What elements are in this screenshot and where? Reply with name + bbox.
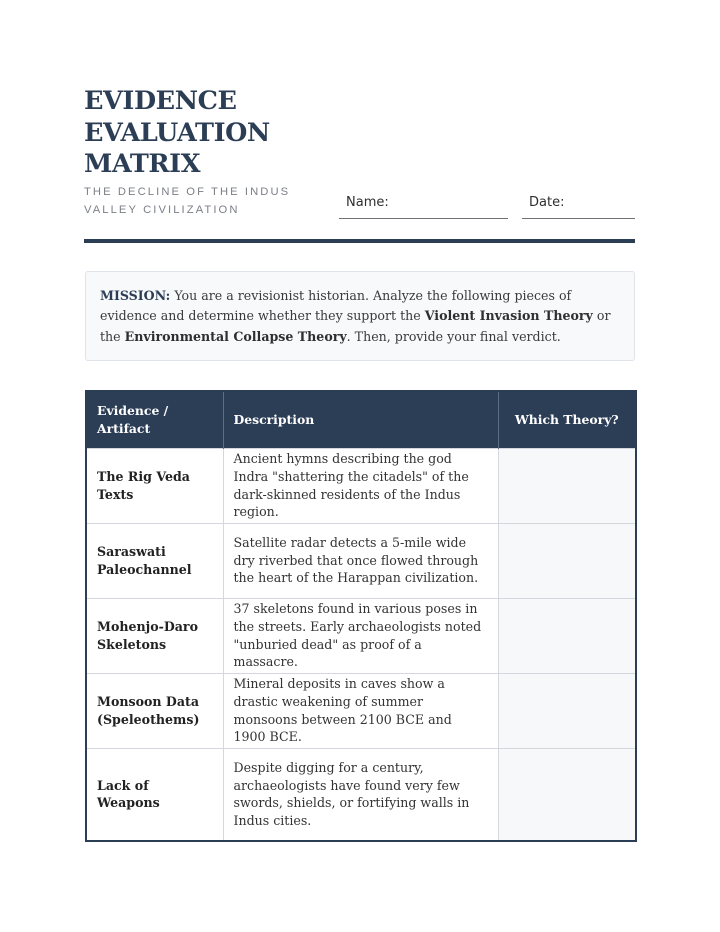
table-row <box>86 523 636 598</box>
mission-text-3: . Then, provide your final verdict. <box>346 328 561 344</box>
theory-a: Violent Invasion Theory <box>424 308 593 324</box>
header-theory: Which Theory? <box>498 391 636 448</box>
page-title <box>84 86 270 181</box>
theory-cell[interactable] <box>498 673 636 748</box>
name-field[interactable] <box>339 195 508 219</box>
date-field[interactable] <box>522 195 635 219</box>
theory-cell[interactable] <box>498 448 636 523</box>
description-cell: Mineral deposits in caves show a drastic weakening of summer monsoons between 2100 BCE and 1900 BCE. <box>223 673 498 748</box>
description-cell: Ancient hymns describing the god Indra "shattering the citadels" of the dark-skinned residents of the Indus region. <box>223 448 498 523</box>
title-line-1: EVIDENCE <box>84 86 237 116</box>
table-row <box>86 748 636 841</box>
table-row <box>86 448 636 523</box>
theory-cell[interactable] <box>498 748 636 841</box>
name-label: Name: <box>346 195 389 210</box>
evidence-cell: Lack of Weapons <box>86 748 223 841</box>
mission-box <box>85 271 635 361</box>
date-label: Date: <box>529 195 565 210</box>
mission-text-2: or the <box>100 308 611 344</box>
description-cell: Satellite radar detects a 5-mile wide dry riverbed that once flowed through the heart of the Harappan civilization. <box>223 523 498 598</box>
header-evidence: Evidence / Artifact <box>86 391 223 448</box>
header-divider <box>84 239 635 243</box>
table-row <box>86 673 636 748</box>
header-description: Description <box>223 391 498 448</box>
evidence-cell: Monsoon Data (Speleothems) <box>86 673 223 748</box>
description-cell: Despite digging for a century, archaeologists have found very few swords, shields, or fortifying walls in Indus cities. <box>223 748 498 841</box>
page-subtitle: THE DECLINE OF THE INDUS VALLEY CIVILIZATION <box>84 186 291 216</box>
mission-text-1: You are a revisionist historian. Analyze the following pieces of evidence and determine whether they support the <box>100 288 572 324</box>
table-header-row <box>86 391 636 448</box>
description-cell: 37 skeletons found in various poses in the streets. Early archaeologists noted "unburied dead" as proof of a massacre. <box>223 598 498 673</box>
evidence-cell: Mohenjo-Daro Skeletons <box>86 598 223 673</box>
evidence-cell: The Rig Veda Texts <box>86 448 223 523</box>
title-line-3: MATRIX <box>84 149 201 179</box>
evidence-cell: Saraswati Paleochannel <box>86 523 223 598</box>
theory-cell[interactable] <box>498 598 636 673</box>
theory-b: Environmental Collapse Theory <box>124 328 347 344</box>
evidence-table <box>85 390 637 842</box>
table-row <box>86 598 636 673</box>
theory-cell[interactable] <box>498 523 636 598</box>
mission-label: MISSION: <box>100 288 171 303</box>
title-line-2: EVALUATION <box>84 117 270 148</box>
